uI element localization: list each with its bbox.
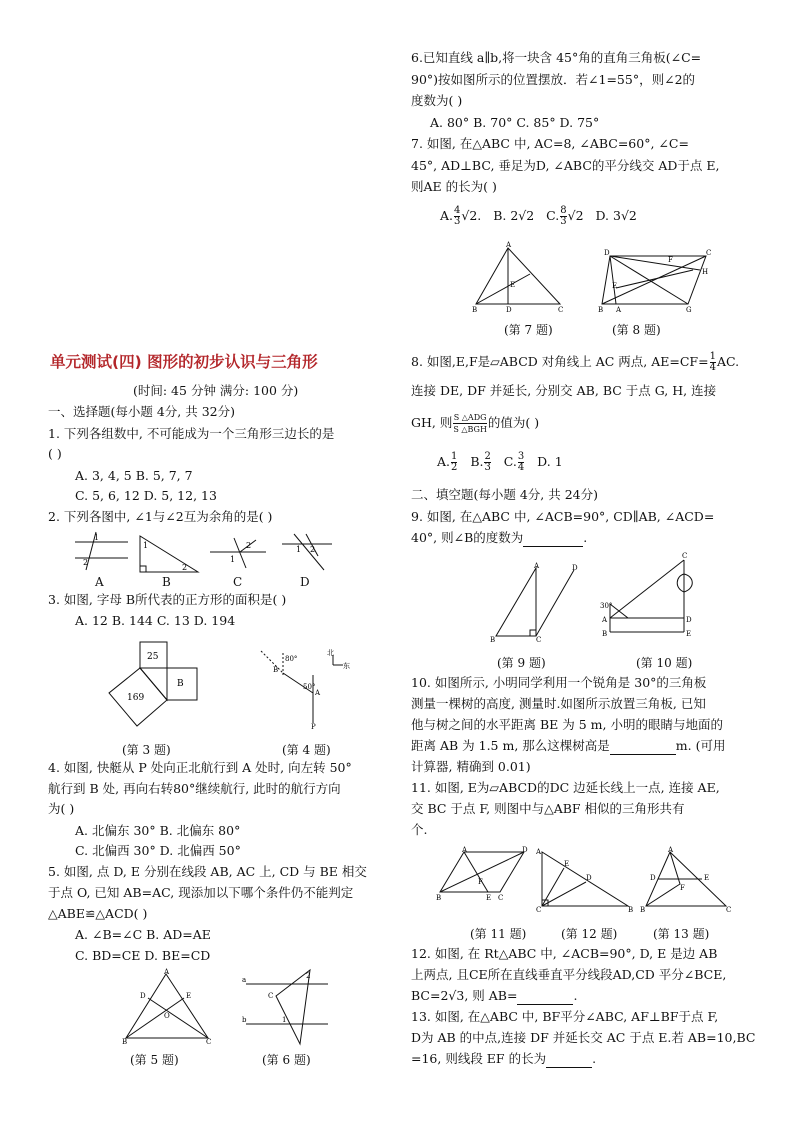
figure-q6 xyxy=(240,966,335,1046)
caption-q12: (第 12 题) xyxy=(561,927,618,941)
q13-line3: =16, 则线段 EF 的长为 . xyxy=(411,1051,597,1066)
figure-q7 xyxy=(472,240,567,312)
q9-line1: 9. 如图, 在△ABC 中, ∠ACB=90°, CD∥AB, ∠ACD= xyxy=(411,509,715,524)
q6-line2: 90°)按如图所示的位置摆放．若∠1=55°，则∠2的 xyxy=(411,72,696,87)
q5-line1: 5. 如图, 点 D, E 分别在线段 AB, AC 上, CD 与 BE 相交 xyxy=(48,864,367,879)
q1-line2: ( ) xyxy=(48,446,62,461)
q10-line3: 他与树之间的水平距离 BE 为 5 m, 小明的眼睛与地面的 xyxy=(411,717,723,732)
caption-q10: (第 10 题) xyxy=(636,656,693,670)
svg-text:D: D xyxy=(522,846,528,854)
svg-text:1: 1 xyxy=(230,555,236,564)
svg-text:A: A xyxy=(536,848,542,856)
q7-opt-c: C. xyxy=(546,208,560,223)
figure-q12 xyxy=(536,846,636,912)
q6-options: A. 80° B. 70° C. 85° D. 75° xyxy=(430,115,600,130)
svg-text:E: E xyxy=(510,281,516,289)
svg-text:C: C xyxy=(268,992,274,1000)
svg-text:D: D xyxy=(686,616,692,624)
figure-q3 xyxy=(105,638,210,730)
svg-text:B: B xyxy=(602,630,608,638)
q3-square-right-label: B xyxy=(177,679,184,689)
svg-text:A: A xyxy=(164,968,170,976)
svg-text:C: C xyxy=(682,552,688,560)
q6-line1: 6.已知直线 a∥b,将一块含 45°角的直角三角板(∠C= xyxy=(411,50,702,65)
q7-c-frac: $\frac{8}{3}$ xyxy=(560,205,567,227)
caption-q4: (第 4 题) xyxy=(282,743,331,757)
figure-q13 xyxy=(640,846,732,912)
q12-line3: BC=2√3, 则 AB= . xyxy=(411,988,578,1003)
svg-text:B: B xyxy=(640,906,646,912)
q8-options: A. $\frac{1}{2}$ B. $\frac{2}{3}$ C. $\frac{3}{4}$ D. 1 xyxy=(437,451,563,473)
q8-line3: GH, 则 $\frac{\text{S △ADG}}{\text{S △BGH}}$ 的值为( ) xyxy=(411,413,540,434)
q1-line1: 1. 下列各组数中, 不可能成为一个三角形三边长的是 xyxy=(48,426,335,441)
svg-text:80°: 80° xyxy=(285,655,298,663)
svg-text:F: F xyxy=(680,884,685,892)
svg-text:P: P xyxy=(311,723,316,729)
q13-line1: 13. 如图, 在△ABC 中, BF平分∠ABC, AF⊥BF于点 F, xyxy=(411,1009,719,1024)
q3-square-left-label: 169 xyxy=(127,693,145,703)
svg-text:F: F xyxy=(668,256,673,264)
caption-q11: (第 11 题) xyxy=(470,927,527,941)
svg-text:O: O xyxy=(164,1012,170,1020)
caption-q6: (第 6 题) xyxy=(262,1053,311,1067)
section-1-heading: 一、选择题(每小题 4分, 共 32分) xyxy=(48,404,236,419)
svg-text:D: D xyxy=(586,874,592,882)
q2-line1: 2. 下列各图中, ∠1与∠2互为余角的是( ) xyxy=(48,509,273,524)
svg-text:B: B xyxy=(273,666,279,674)
svg-text:A: A xyxy=(616,306,622,312)
svg-text:C: C xyxy=(726,906,732,912)
q7-opt-a: A. xyxy=(440,208,454,223)
svg-text:A: A xyxy=(506,241,512,249)
svg-text:2: 2 xyxy=(182,563,188,572)
svg-text:C: C xyxy=(536,636,542,644)
svg-text:A: A xyxy=(534,562,540,570)
svg-text:H: H xyxy=(702,268,709,276)
svg-text:B: B xyxy=(598,306,604,312)
svg-text:B: B xyxy=(628,906,634,912)
svg-text:D: D xyxy=(140,992,146,1000)
figure-q5 xyxy=(120,968,215,1044)
q8-line2: 连接 DE, DF 并延长, 分别交 AB, BC 于点 G, H, 连接 xyxy=(411,383,717,398)
svg-text:B: B xyxy=(490,636,496,644)
svg-text:B: B xyxy=(122,1038,128,1044)
q7-opt-b: B. 2√2 xyxy=(493,208,535,223)
svg-text:a: a xyxy=(242,976,247,984)
q5-options-2: C. BD=CE D. BE=CD xyxy=(75,948,211,963)
q1-options-2: C. 5, 6, 12 D. 5, 12, 13 xyxy=(75,488,217,503)
svg-text:1: 1 xyxy=(296,545,302,554)
svg-text:E: E xyxy=(686,630,692,638)
svg-text:A: A xyxy=(602,616,608,624)
caption-q3: (第 3 题) xyxy=(122,743,171,757)
svg-text:A: A xyxy=(462,846,468,854)
svg-text:东: 东 xyxy=(343,662,350,670)
svg-text:E: E xyxy=(612,282,618,290)
svg-text:1: 1 xyxy=(143,541,149,550)
caption-q8: (第 8 题) xyxy=(612,323,661,337)
q11-line1: 11. 如图, E为▱ABCD的DC 边延长线上一点, 连接 AE, xyxy=(411,780,720,795)
svg-text:G: G xyxy=(686,306,692,312)
svg-text:A: A xyxy=(315,689,321,697)
svg-text:A: A xyxy=(668,846,674,854)
svg-text:B: B xyxy=(472,306,478,312)
page-title: 单元测试(四) 图形的初步认识与三角形 xyxy=(50,353,318,371)
q3-line1: 3. 如图, 字母 B所代表的正方形的面积是( ) xyxy=(48,592,287,607)
caption-q7: (第 7 题) xyxy=(504,323,553,337)
svg-text:E: E xyxy=(486,894,492,900)
svg-text:B: B xyxy=(436,894,442,900)
q11-line2: 交 BC 于点 F, 则图中与△ABF 相似的三角形共有 xyxy=(411,801,685,816)
svg-text:D: D xyxy=(572,564,578,572)
q4-options-2: C. 北偏西 30° D. 北偏西 50° xyxy=(75,843,241,858)
svg-text:2: 2 xyxy=(246,541,252,550)
q3-options: A. 12 B. 144 C. 13 D. 194 xyxy=(75,613,236,628)
q12-line2: 上两点, 且CE所在直线垂直平分线段AD,CD 平分∠BCE, xyxy=(411,967,727,982)
svg-text:C: C xyxy=(206,1038,212,1044)
q4-line1: 4. 如图, 快艇从 P 处向正北航行到 A 处时, 向左转 50° xyxy=(48,760,352,775)
q10-line1: 10. 如图所示, 小明同学利用一个锐角是 30°的三角板 xyxy=(411,675,707,690)
q7-a-frac: $\frac{4}{3}$ xyxy=(454,205,461,227)
q1-options-1: A. 3, 4, 5 B. 5, 7, 7 xyxy=(75,468,193,483)
svg-text:2: 2 xyxy=(306,972,311,980)
section-2-heading: 二、填空题(每小题 4分, 共 24分) xyxy=(411,487,599,502)
subtitle: (时间: 45 分钟 满分: 100 分) xyxy=(133,383,299,398)
q11-line3: 个. xyxy=(411,822,428,837)
svg-text:1: 1 xyxy=(282,1016,287,1024)
svg-text:D: D xyxy=(506,306,512,312)
svg-text:北: 北 xyxy=(327,649,334,657)
caption-q9: (第 9 题) xyxy=(497,656,546,670)
svg-text:2: 2 xyxy=(310,545,316,554)
svg-text:D: D xyxy=(604,249,610,257)
svg-text:2: 2 xyxy=(83,558,89,567)
figure-q10 xyxy=(600,552,706,642)
q13-line2: D为 AB 的中点,连接 DF 并延长交 AC 于点 E.若 AB=10,BC xyxy=(411,1030,756,1045)
q5-line3: △ABE≌△ACD( ) xyxy=(48,906,148,921)
q8-line1: 8. 如图,E,F是▱ABCD 对角线上 AC 两点, AE=CF= $\frac{1}{4}$ AC. xyxy=(411,351,740,373)
q12-line1: 12. 如图, 在 Rt△ABC 中, ∠ACB=90°, D, E 是边 AB xyxy=(411,946,718,961)
q2-label-b: B xyxy=(162,575,171,589)
svg-text:50°: 50° xyxy=(303,683,316,691)
caption-q13: (第 13 题) xyxy=(653,927,710,941)
svg-text:C: C xyxy=(706,249,712,257)
svg-text:30°: 30° xyxy=(600,602,613,610)
figure-q9 xyxy=(488,562,583,644)
q13-answer-blank[interactable] xyxy=(546,1051,592,1068)
q9-answer-blank[interactable] xyxy=(523,530,583,547)
svg-text:D: D xyxy=(650,874,656,882)
q2-label-c: C xyxy=(233,575,243,589)
q9-line2: 40°, 则∠B的度数为 . xyxy=(411,530,588,545)
q4-options-1: A. 北偏东 30° B. 北偏东 80° xyxy=(75,823,241,838)
q10-line5: 计算器, 精确到 0.01) xyxy=(411,759,531,774)
q5-options-1: A. ∠B=∠C B. AD=AE xyxy=(75,927,211,942)
caption-q5: (第 5 题) xyxy=(130,1053,179,1067)
q12-answer-blank[interactable] xyxy=(517,988,573,1005)
q7-line3: 则AE 的长为( ) xyxy=(411,179,497,194)
svg-text:C: C xyxy=(498,894,504,900)
q3-square-top-label: 25 xyxy=(147,652,159,662)
svg-text:F: F xyxy=(478,878,483,886)
figure-q8 xyxy=(598,248,714,312)
q7-line2: 45°, AD⊥BC, 垂足为D, ∠ABC的平分线交 AD于点 E, xyxy=(411,158,720,173)
svg-text:E: E xyxy=(564,860,570,868)
svg-text:1: 1 xyxy=(94,533,100,542)
svg-text:E: E xyxy=(704,874,710,882)
q6-line3: 度数为( ) xyxy=(411,93,463,108)
q7-opt-d: D. 3√2 xyxy=(595,208,637,223)
figure-q11 xyxy=(436,846,532,900)
q5-line2: 于点 O, 已知 AB=AC, 现添加以下哪个条件仍不能判定 xyxy=(48,885,354,900)
svg-text:C: C xyxy=(536,906,542,912)
q7-line1: 7. 如图, 在△ABC 中, AC=8, ∠ABC=60°, ∠C= xyxy=(411,136,689,151)
q10-answer-blank[interactable] xyxy=(610,738,676,755)
q4-line2: 航行到 B 处, 再向右转80°继续航行, 此时的航行方向 xyxy=(48,781,341,796)
q10-line4: 距离 AB 为 1.5 m, 那么这棵树高是 m. (可用 xyxy=(411,738,726,753)
svg-text:C: C xyxy=(558,306,564,312)
svg-text:E: E xyxy=(186,992,192,1000)
figure-q4 xyxy=(255,645,365,729)
q4-line3: 为( ) xyxy=(48,801,75,816)
q2-label-d: D xyxy=(300,575,310,589)
q7-options: A. $\frac{4}{3}$ √2. B. 2√2 C. $\frac{8}{3}$ √2 D. 3√2 xyxy=(440,205,637,227)
svg-text:b: b xyxy=(242,1016,247,1024)
q10-line2: 测量一棵树的高度, 测量时.如图所示放置三角板, 已知 xyxy=(411,696,706,711)
q2-label-a: A xyxy=(95,575,104,589)
